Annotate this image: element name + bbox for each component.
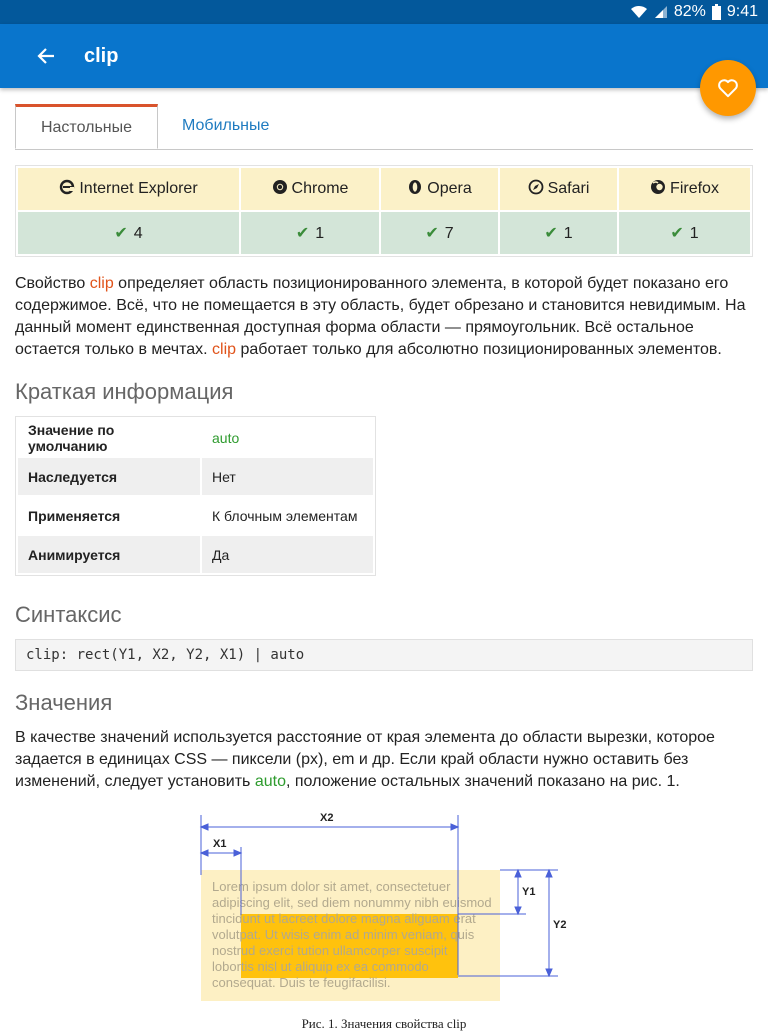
summary-key: Наследуется	[18, 458, 200, 495]
x1-label: X1	[213, 838, 227, 850]
browser-name: Opera	[427, 179, 472, 197]
browser-header-chrome	[241, 168, 379, 210]
arrow-left-icon	[37, 47, 55, 65]
wifi-icon	[630, 5, 648, 19]
version-cell-chrome	[241, 212, 379, 254]
browser-name: Chrome	[291, 179, 349, 197]
summary-key: Применяется	[28, 507, 121, 524]
version-cell-safari	[500, 212, 617, 254]
browser-support-table	[15, 165, 753, 257]
property-link[interactable]: clip	[89, 275, 114, 292]
intro-paragraph: Свойство clip определяет область позиционированного элемента, в которой будет показано его содержимое. Всё, что не помещается в эту область, будет обрезано и становится невидимым. На данный момент единственная доступная форма области — прямоугольник. Всё остальное остается только в мечтах. clip работает только для абсолютно позиционированных элементов.	[15, 275, 746, 358]
version-value: 4	[133, 225, 143, 242]
table-row	[18, 497, 373, 534]
summary-key: Анимируется	[18, 536, 200, 573]
chrome-icon	[272, 179, 288, 200]
browser-header-firefox	[619, 168, 750, 210]
favorite-button[interactable]	[700, 60, 756, 116]
check-icon: ✔	[425, 225, 439, 242]
platform-tabs	[15, 104, 753, 150]
version-cell-ie	[18, 212, 239, 254]
browser-name: Safari	[547, 179, 590, 197]
check-icon: ✔	[295, 225, 310, 242]
clock: 9:41	[726, 3, 758, 20]
summary-key: Значение по умолчанию	[28, 421, 115, 454]
check-icon: ✔	[670, 225, 684, 242]
opera-icon	[407, 179, 423, 200]
summary-table	[15, 416, 376, 576]
status-bar	[0, 0, 768, 24]
x2-label: X2	[320, 812, 334, 824]
version-cell-opera	[381, 212, 498, 254]
auto-link[interactable]: auto	[254, 773, 286, 790]
safari-icon	[528, 179, 544, 200]
browser-name: Firefox	[670, 179, 719, 197]
version-value: 1	[315, 225, 325, 242]
table-row	[18, 536, 373, 573]
clip-diagram	[190, 805, 580, 1005]
tab-mobile[interactable]: Мобильные	[182, 117, 270, 134]
table-row	[18, 419, 373, 456]
default-value-link[interactable]: auto	[212, 429, 240, 446]
firefox-icon	[650, 179, 666, 200]
summary-value: К блочным элементам	[212, 507, 358, 524]
version-value: 1	[563, 225, 573, 242]
browser-header-safari	[500, 168, 617, 210]
table-row	[18, 458, 373, 495]
battery-percent: 82%	[673, 3, 706, 20]
dimension-lines	[190, 805, 580, 1005]
y2-label: Y2	[553, 919, 567, 931]
summary-title: Краткая информация	[15, 379, 234, 404]
page-title: clip	[84, 44, 119, 67]
y1-label: Y1	[522, 886, 536, 898]
values-paragraph: В качестве значений используется расстояние от края элемента до области вырезки, которое задается в единицах CSS — пиксели (px), em и др. Если край области нужно оставить без изменений, следует установить auto, положение остальных значений показано на рис. 1.	[15, 729, 715, 790]
browser-name: Internet Explorer	[79, 179, 198, 197]
version-value: 1	[689, 225, 699, 242]
summary-value: Нет	[202, 458, 373, 495]
values-title: Значения	[15, 690, 113, 715]
browser-header-ie	[18, 168, 239, 210]
syntax-title: Синтаксис	[15, 602, 122, 627]
lorem-text: Lorem ipsum dolor sit amet, consectetuer adipiscing elit, sed diem nonummy nibh euismod tincidunt ut lacreet dolore magna aliguam erat volutpat. Ut wisis enim ad minim veniam, quis nostrud exerci tution ullamcorper suscipit lobortis nisl ut aliquip ex ea commodo consequat. Duis te feugifacilisi.	[212, 879, 492, 990]
internet-explorer-icon	[59, 179, 75, 200]
app-bar	[0, 24, 768, 88]
syntax-code: clip: rect(Y1, X2, Y2, X1) | auto	[15, 639, 753, 671]
summary-value: Да	[202, 536, 373, 573]
tab-desktop[interactable]: Настольные	[15, 104, 158, 149]
check-icon: ✔	[114, 225, 128, 242]
browser-header-opera	[381, 168, 498, 210]
property-link[interactable]: clip	[212, 341, 237, 358]
heart-icon	[717, 78, 739, 98]
back-button[interactable]	[30, 40, 62, 72]
figure-caption: Рис. 1. Значения свойства clip	[301, 1016, 467, 1031]
version-value: 7	[444, 225, 454, 242]
signal-icon	[654, 5, 668, 19]
version-cell-firefox	[619, 212, 750, 254]
check-icon: ✔	[544, 225, 558, 242]
battery-icon	[712, 4, 721, 20]
